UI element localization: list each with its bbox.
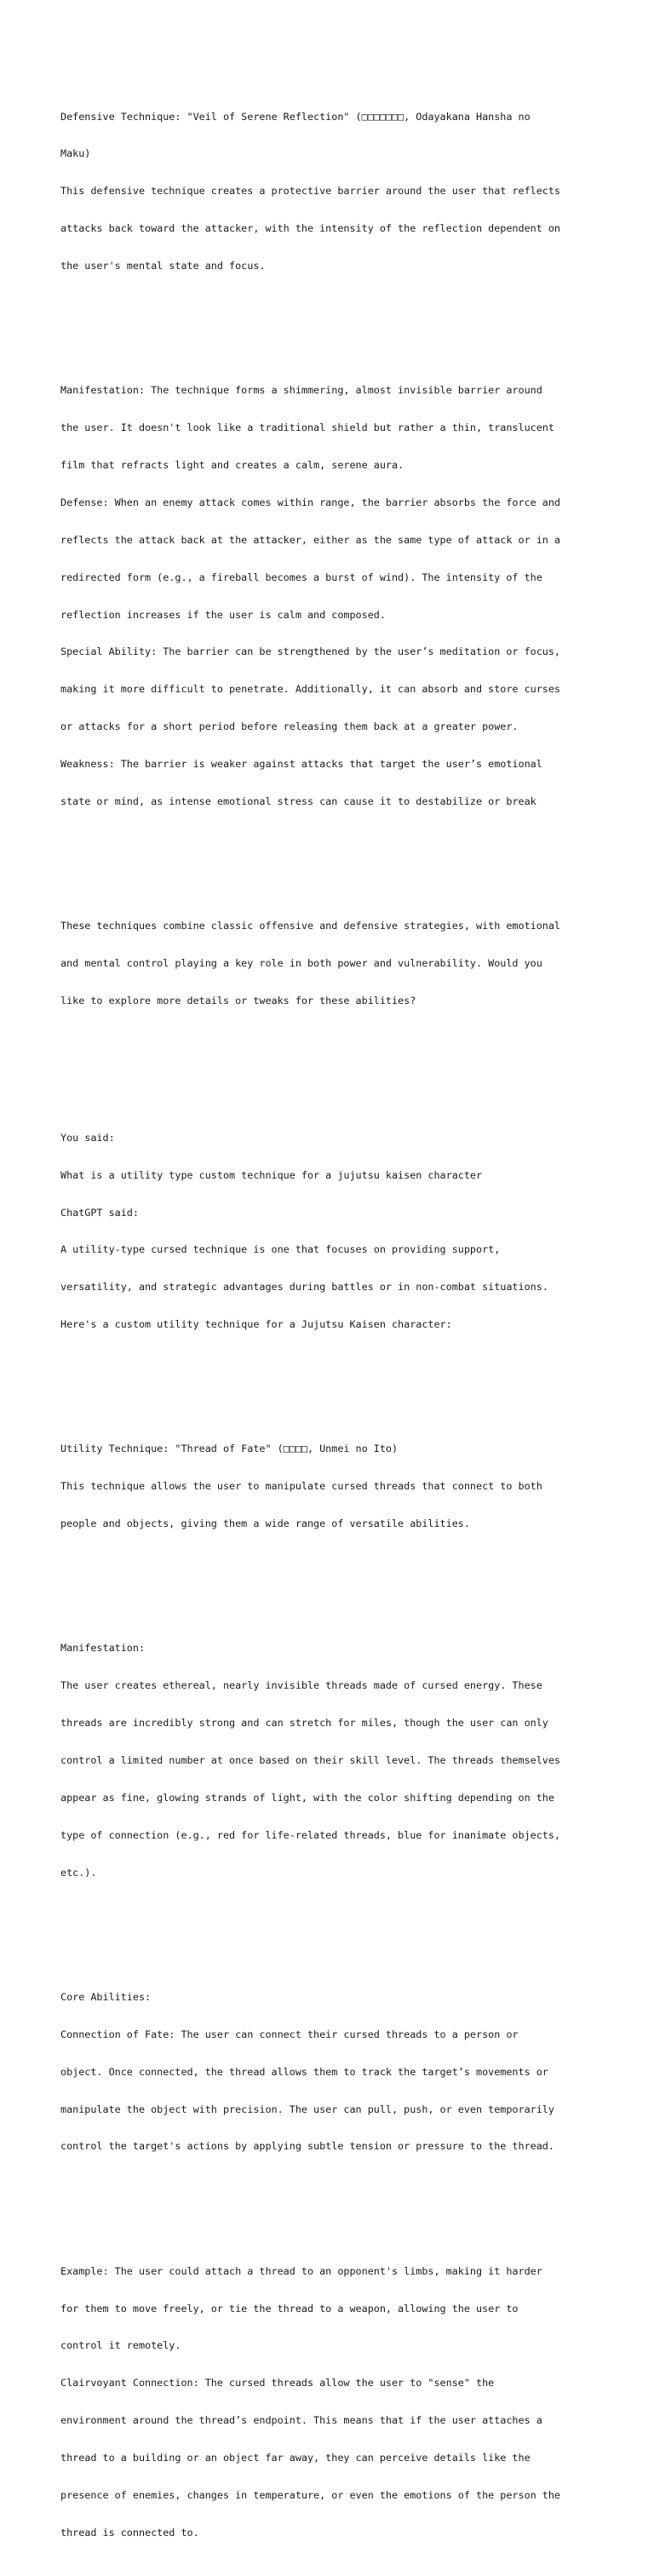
text-line: Defense: When an enemy attack comes within range, the barrier absorbs the force and <box>60 496 561 508</box>
text-line: etc.). <box>60 1866 97 1879</box>
paragraph-chat-exchange <box>60 1107 605 1357</box>
text-line: The user creates ethereal, nearly invisible threads made of cursed energy. These <box>60 1679 542 1692</box>
paragraph-core-abilities <box>60 1966 605 2178</box>
text-line: reflection increases if the user is calm and composed. <box>60 608 386 621</box>
paragraph-spacer <box>60 2203 605 2216</box>
text-line: type of connection (e.g., red for life-related threads, blue for inanimate objects, <box>60 1828 561 1841</box>
text-line: and mental control playing a key role in both power and vulnerability. Would you <box>60 957 542 969</box>
text-line: Example: The user could attach a thread to an opponent's limbs, making it harder <box>60 2264 542 2277</box>
text-line: Defensive Technique: "Veil of Serene Reflection" (□□□□□□□, Odayakana Hansha no <box>60 110 531 123</box>
text-line: control the target's actions by applying subtle tension or pressure to the thread. <box>60 2140 554 2153</box>
user-question: What is a utility type custom technique for a jujutsu kaisen character <box>60 1168 483 1181</box>
paragraph-example <box>60 2240 605 2563</box>
paragraph-spacer <box>60 1929 605 1942</box>
text-line: Here's a custom utility technique for a Jujutsu Kaisen character: <box>60 1318 452 1331</box>
text-line: Utility Technique: "Thread of Fate" (□□□□, Unmei no Ito) <box>60 1443 399 1455</box>
text-line: object. Once connected, the thread allows them to track the target’s movements or <box>60 2065 548 2078</box>
paragraph-spacer <box>60 1057 605 1081</box>
text-line: environment around the thread’s endpoint. This means that if the user attaches a <box>60 2414 542 2427</box>
text-line: Special Ability: The barrier can be strengthened by the user’s meditation or focus, <box>60 645 561 658</box>
text-line: attacks back toward the attacker, with the intensity of the reflection dependent on <box>60 222 561 235</box>
text-line: Connection of Fate: The user can connect their cursed threads to a person or <box>60 2028 519 2040</box>
paragraph-thread-title <box>60 1418 605 1555</box>
text-line: Weakness: The barrier is weaker against attacks that target the user’s emotional <box>60 758 542 770</box>
text-line: control a limited number at once based on their skill level. The threads themselves <box>60 1754 561 1766</box>
paragraph-spacer <box>60 1380 605 1393</box>
text-line: versatility, and strategic advantages during battles or in non-combat situations. <box>60 1281 548 1294</box>
text-line: This technique allows the user to manipulate cursed threads that connect to both <box>60 1480 542 1493</box>
text-line: the user's mental state and focus. <box>60 260 266 272</box>
text-line: for them to move freely, or tie the thread to a weapon, allowing the user to <box>60 2302 519 2315</box>
text-line: thread is connected to. <box>60 2526 199 2539</box>
text-line: thread to a building or an object far away, they can perceive details like the <box>60 2452 531 2464</box>
text-line: or attacks for a short period before releasing them back at a greater power. <box>60 720 519 733</box>
paragraph-spacer <box>60 858 605 870</box>
paragraph-summary <box>60 895 605 1032</box>
text-line: making it more difficult to penetrate. Additionally, it can absorb and store curses <box>60 683 561 696</box>
paragraph-spacer <box>60 1580 605 1592</box>
text-line: Core Abilities: <box>60 1990 152 2003</box>
text-line: Manifestation: <box>60 1642 146 1655</box>
text-line: Manifestation: The technique forms a shimmering, almost invisible barrier around <box>60 384 542 397</box>
text-line: film that refracts light and creates a calm, serene aura. <box>60 459 404 471</box>
text-line: control it remotely. <box>60 2339 181 2352</box>
paragraph-manifestation <box>60 1617 605 1903</box>
text-line: manipulate the object with precision. The user can pull, push, or even temporarily <box>60 2103 554 2115</box>
text-line: reflects the attack back at the attacker, either as the same type of attack or in a <box>60 533 561 546</box>
text-line: These techniques combine classic offensive and defensive strategies, with emotional <box>60 920 561 932</box>
text-line: Maku) <box>60 147 91 160</box>
speaker-label-assistant: ChatGPT said: <box>60 1206 139 1219</box>
speaker-label-user: You said: <box>60 1131 115 1144</box>
text-line: Clairvoyant Connection: The cursed threads allow the user to "sense" the <box>60 2377 495 2390</box>
document-body <box>60 60 605 2576</box>
text-line: appear as fine, glowing strands of light, with the color shifting depending on the <box>60 1791 554 1804</box>
text-line: This defensive technique creates a protective barrier around the user that reflects <box>60 185 561 198</box>
text-line: state or mind, as intense emotional stress can cause it to destabilize or break <box>60 795 536 807</box>
paragraph-veil-details <box>60 359 605 833</box>
text-line: redirected form (e.g., a fireball becomes a burst of wind). The intensity of the <box>60 571 542 583</box>
text-line: people and objects, giving them a wide range of versatile abilities. <box>60 1517 470 1530</box>
paragraph-spacer <box>60 322 605 335</box>
text-line: the user. It doesn't look like a traditional shield but rather a thin, translucent <box>60 422 554 434</box>
text-line: presence of enemies, changes in temperature, or even the emotions of the person the <box>60 2488 561 2501</box>
text-line: like to explore more details or tweaks for these abilities? <box>60 994 416 1007</box>
text-line: threads are incredibly strong and can stretch for miles, though the user can only <box>60 1717 548 1730</box>
paragraph-veil-title <box>60 85 605 297</box>
text-line: A utility-type cursed technique is one that focuses on providing support, <box>60 1243 501 1256</box>
